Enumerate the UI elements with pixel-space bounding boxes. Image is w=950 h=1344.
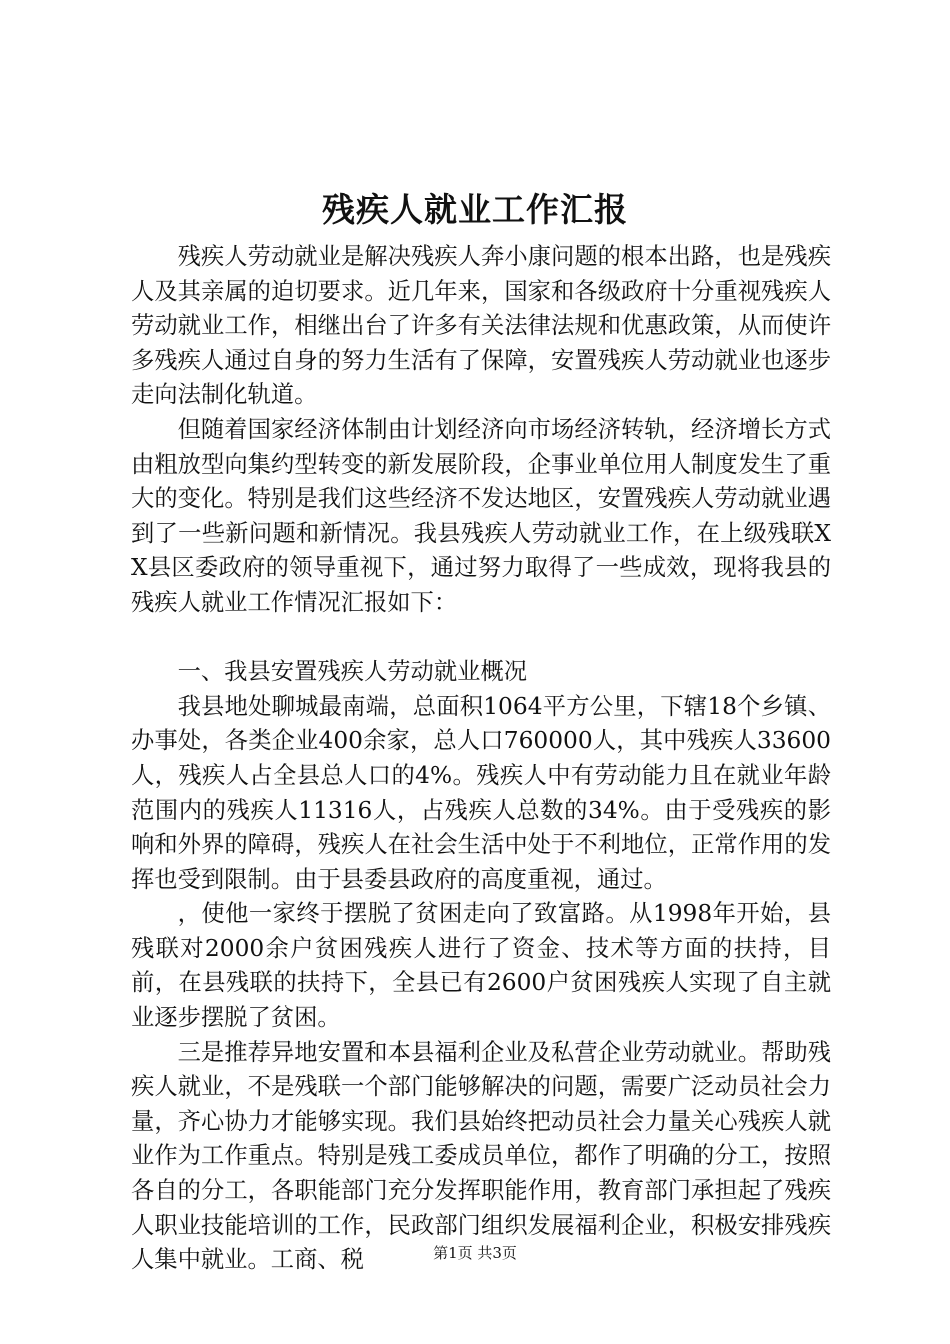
page-footer: 第1页 共3页 <box>433 1244 517 1262</box>
paragraph-placement: 三是推荐异地安置和本县福利企业及私营企业劳动就业。帮助残疾人就业，不是残联一个部门能够解决的问题，需要广泛动员社会力量，齐心协力才能够实现。我们县始终把动员社会力量关心残疾人就业作为工作重点。特别是残工委成员单位，都作了明确的分工，按照各自的分工，各职能部门充分发挥职能作用，教育部门承担起了残疾人职业技能培训的工作，民政部门组织发展福利企业，积极安排残疾人集中就业。工商、税 <box>131 1038 831 1274</box>
paragraph-background: 但随着国家经济体制由计划经济向市场经济转轨，经济增长方式由粗放型向集约型转变的新发展阶段，企事业单位用人制度发生了重大的变化。特别是我们这些经济不发达地区，安置残疾人劳动就业遇到了一些新问题和新情况。我县残疾人劳动就业工作，在上级残联XX县区委政府的领导重视下，通过努力取得了一些成效，现将我县的残疾人就业工作情况汇报如下： <box>131 415 831 616</box>
paragraph-county-overview: 我县地处聊城最南端，总面积1064平方公里，下辖18个乡镇、办事处，各类企业400余家，总人口760000人，其中残疾人33600人，残疾人占全县总人口的4%。残疾人中有劳动能力且在就业年龄范围内的残疾人11316人，占残疾人总数的34%。由于受残疾的影响和外界的障碍，残疾人在社会生活中处于不利地位，正常作用的发挥也受到限制。由于县委县政府的高度重视，通过。 <box>131 692 831 893</box>
section-heading-overview: 一、我县安置残疾人劳动就业概况 <box>177 658 528 686</box>
document-title: 残疾人就业工作汇报 <box>322 190 628 229</box>
paragraph-poverty-support: ，使他一家终于摆脱了贫困走向了致富路。从1998年开始，县残联对2000余户贫困残疾人进行了资金、技术等方面的扶持，目前，在县残联的扶持下，全县已有2600户贫困残疾人实现了自主就业逐步摆脱了贫困。 <box>131 900 831 1032</box>
paragraph-intro: 残疾人劳动就业是解决残疾人奔小康问题的根本出路，也是残疾人及其亲属的迫切要求。近几年来，国家和各级政府十分重视残疾人劳动就业工作，相继出台了许多有关法律法规和优惠政策，从而使许多残疾人通过自身的努力生活有了保障，安置残疾人劳动就业也逐步走向法制化轨道。 <box>131 243 831 409</box>
document-body <box>131 240 831 1278</box>
